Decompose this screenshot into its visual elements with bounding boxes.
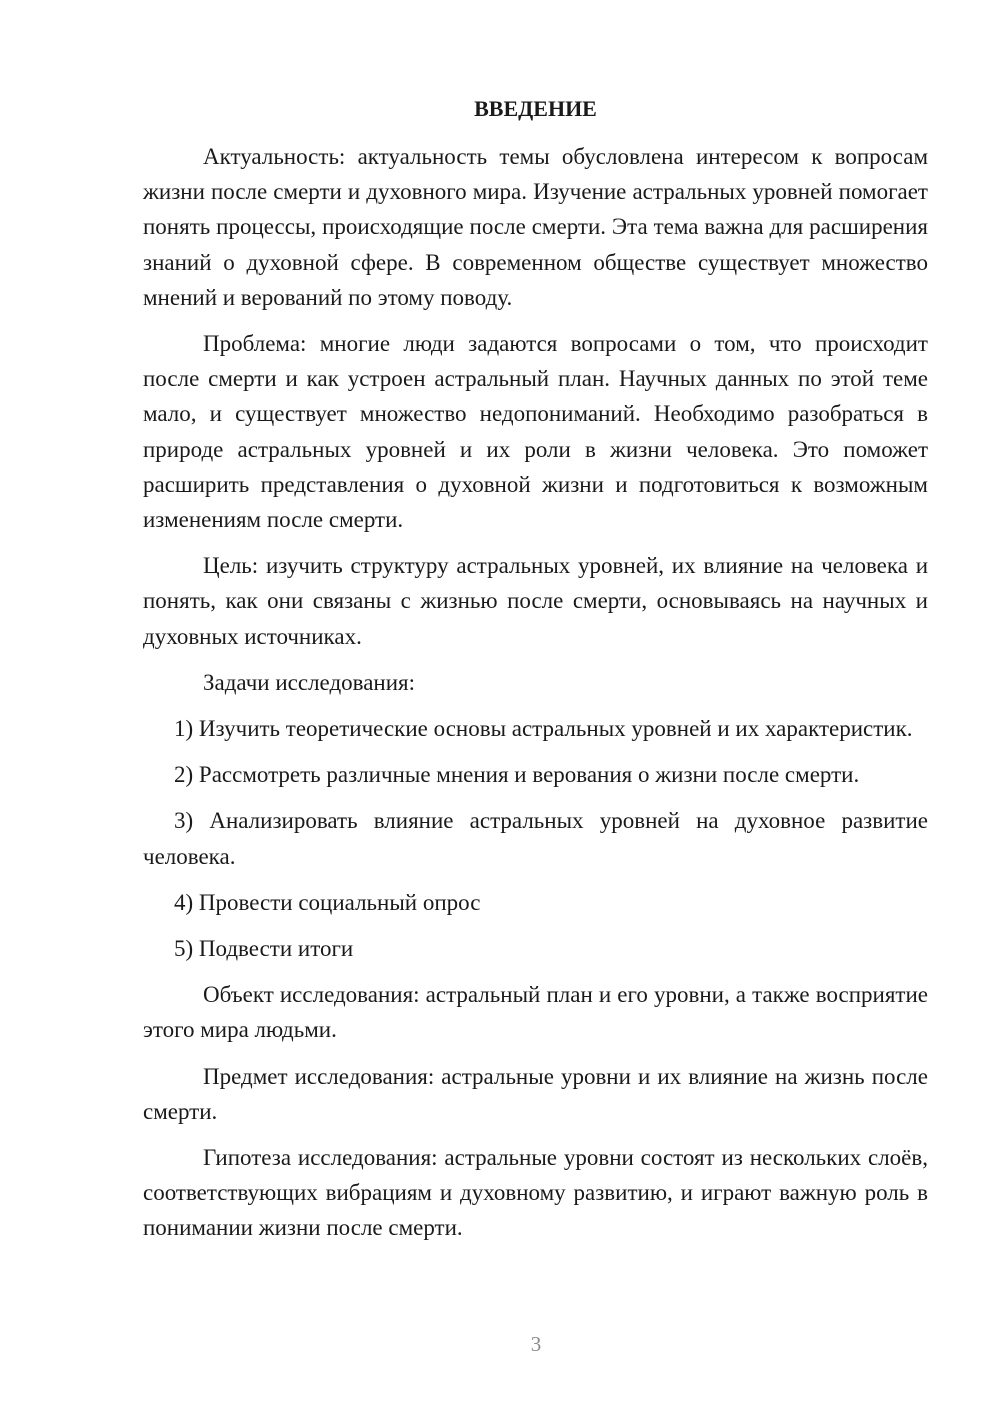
page-number: 3 [530, 1332, 542, 1356]
paragraph-goal: Цель: изучить структуру астральных уровней, их влияние на человека и понять, как они связаны с жизнью после смерти, основываясь на научных и духовных источниках. [143, 553, 928, 649]
paragraph-subject: Предмет исследования: астральные уровни и их влияние на жизнь после смерти. [143, 1063, 928, 1124]
page-title: ВВЕДЕНИЕ [474, 96, 597, 121]
paragraph-problem: Проблема: многие люди задаются вопросами о том, что происходит после смерти и как устроен астральный план. Научных данных по этой теме мало, и существует множество недопониманий. Необходимо разобраться в природе астральных уровней и их роли в жизни человека. Это поможет расширить представления о духовной жизни и подготовиться к возможным изменениям после смерти. [143, 331, 928, 533]
paragraph-relevance: Актуальность: актуальность темы обусловлена интересом к вопросам жизни после смерти и духовного мира. Изучение астральных уровней помогает понять процессы, происходящие после смерти. Эта тема важна для расширения знаний о духовной сфере. В современном обществе существует множество мнений и верований по этому поводу. [143, 144, 928, 310]
document-page [143, 92, 928, 1257]
task-item-3: 3) Анализировать влияние астральных уровней на духовное развитие человека. [143, 808, 928, 869]
task-item-1: 1) Изучить теоретические основы астральных уровней и их характеристик. [174, 716, 913, 742]
paragraph-tasks-heading: Задачи исследования: [203, 669, 416, 695]
task-item-5: 5) Подвести итоги [174, 936, 354, 962]
paragraph-object: Объект исследования: астральный план и его уровни, а также восприятие этого мира людьми. [143, 982, 928, 1043]
task-item-2: 2) Рассмотреть различные мнения и верования о жизни после смерти. [174, 762, 860, 788]
task-item-4: 4) Провести социальный опрос [174, 889, 481, 915]
paragraph-hypothesis: Гипотеза исследования: астральные уровни состоят из нескольких слоёв, соответствующих вибрациям и духовному развитию, и играют важную роль в понимании жизни после смерти. [143, 1145, 928, 1241]
